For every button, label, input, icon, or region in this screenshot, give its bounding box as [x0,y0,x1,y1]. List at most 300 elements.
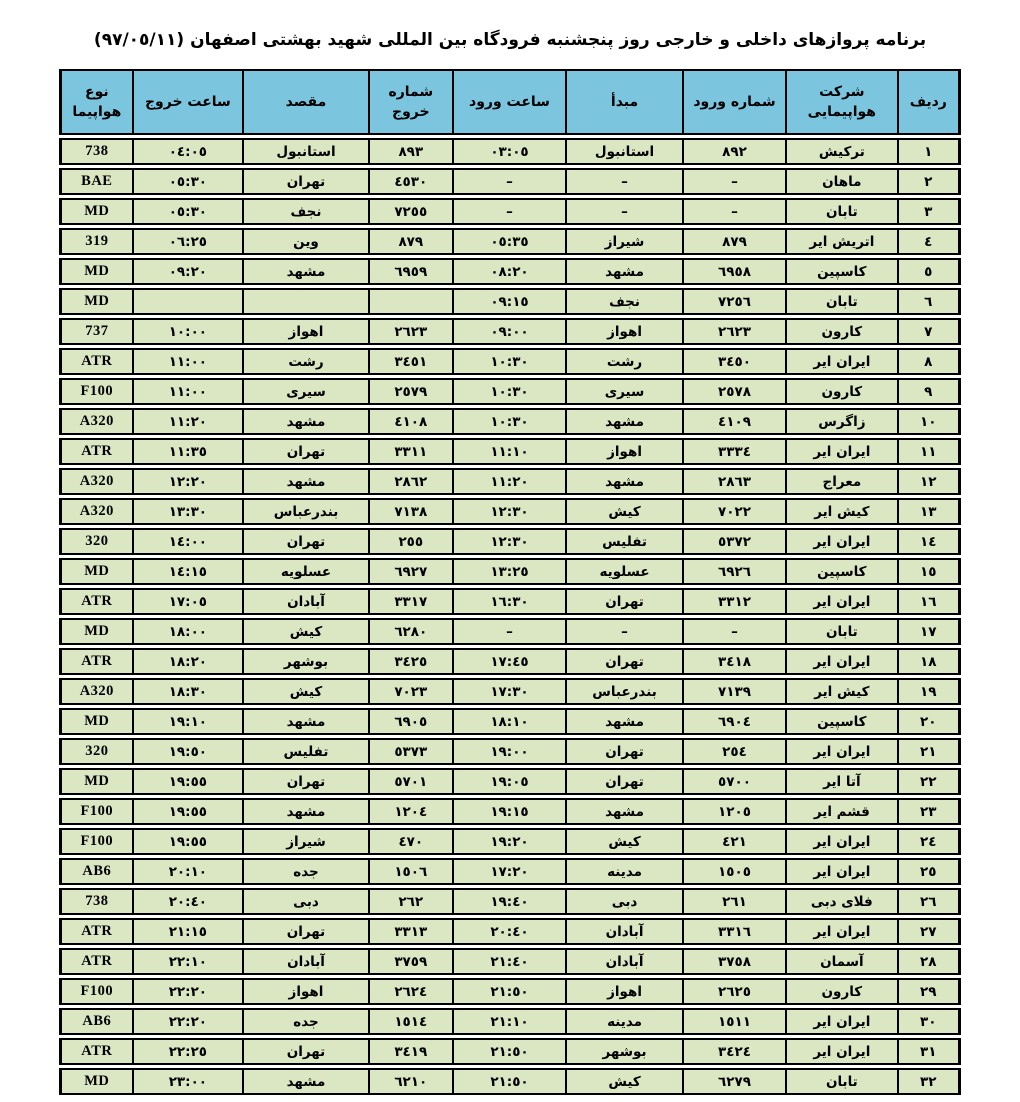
table-row [59,228,961,255]
cell-departure-time: ١٨:٣٠ [132,678,242,705]
table-row [59,828,961,855]
cell-origin: نجف [565,288,682,315]
cell-departure-time: ١١:٠٠ [132,348,242,375]
cell-origin: مشهد [565,258,682,285]
cell-departure-time: ٢١:١٥ [132,918,242,945]
cell-aircraft-type: ATR [59,918,132,945]
cell-origin: اهواز [565,978,682,1005]
cell-row: ٧ [897,318,961,345]
cell-airline: ایران ایر [785,828,896,855]
table-row [59,558,961,585]
cell-origin: مشهد [565,468,682,495]
cell-departure-time: ١٩:٥٠ [132,738,242,765]
table-row [59,408,961,435]
cell-airline: آتا ایر [785,768,896,795]
cell-aircraft-type: 319 [59,228,132,255]
cell-aircraft-type: F100 [59,798,132,825]
cell-aircraft-type: ATR [59,348,132,375]
cell-origin: دبی [565,888,682,915]
cell-arrival-time: – [452,618,566,645]
cell-departure-time: ١٧:٠٥ [132,588,242,615]
table-row [59,588,961,615]
flight-table-body [59,138,961,1095]
cell-arrival-number: – [682,198,785,225]
cell-arrival-time: ١٠:٣٠ [452,378,566,405]
cell-arrival-number: ٦٩٠٤ [682,708,785,735]
cell-departure-number: ٥٣٧٣ [368,738,452,765]
cell-airline: ایران ایر [785,738,896,765]
cell-arrival-number: ١٥١١ [682,1008,785,1035]
table-row [59,138,961,165]
cell-departure-time: ٠٤:٠٥ [132,138,242,165]
cell-aircraft-type: A320 [59,468,132,495]
cell-aircraft-type: 320 [59,528,132,555]
cell-airline: آسمان [785,948,896,975]
cell-row: ٢١ [897,738,961,765]
column-header-origin: مبدأ [565,69,682,135]
cell-destination: جده [242,1008,368,1035]
table-row [59,1068,961,1095]
cell-departure-number: ٤١٠٨ [368,408,452,435]
cell-airline: تابان [785,288,896,315]
cell-destination: وین [242,228,368,255]
cell-row: ٢٨ [897,948,961,975]
cell-row: ١٤ [897,528,961,555]
table-row [59,498,961,525]
cell-origin: کیش [565,1068,682,1095]
cell-airline: ایران ایر [785,528,896,555]
cell-departure-number: ٣٤١٩ [368,1038,452,1065]
cell-origin: مشهد [565,708,682,735]
column-header-departure-time: ساعت خروج [132,69,242,135]
table-row [59,678,961,705]
cell-departure-number: ٣٧٥٩ [368,948,452,975]
cell-arrival-number: ٦٢٧٩ [682,1068,785,1095]
cell-aircraft-type: 737 [59,318,132,345]
table-row [59,978,961,1005]
table-row [59,618,961,645]
cell-origin: کیش [565,828,682,855]
cell-arrival-time: ١٠:٣٠ [452,348,566,375]
table-row [59,648,961,675]
cell-departure-number: ٣٣١٣ [368,918,452,945]
cell-airline: تابان [785,198,896,225]
cell-arrival-time: ١٧:٤٥ [452,648,566,675]
cell-origin: مدینه [565,1008,682,1035]
cell-arrival-time: ١١:٢٠ [452,468,566,495]
cell-arrival-time: ١٧:٣٠ [452,678,566,705]
cell-aircraft-type: ATR [59,648,132,675]
page-title: برنامه پروازهای داخلی و خارجی روز پنجشنبه فرودگاه بین المللی شهید بهشتی اصفهان (٩٧/٠٥/١١) [93,30,927,50]
cell-aircraft-type: F100 [59,828,132,855]
cell-row: ٦ [897,288,961,315]
cell-airline: ماهان [785,168,896,195]
cell-row: ١٥ [897,558,961,585]
cell-arrival-number: ٢٦٢٥ [682,978,785,1005]
cell-arrival-number: ٣٣٣٤ [682,438,785,465]
cell-departure-time: ١١:٠٠ [132,378,242,405]
cell-row: ١١ [897,438,961,465]
cell-departure-time: ٢٢:٢٥ [132,1038,242,1065]
cell-arrival-number: ٥٣٧٢ [682,528,785,555]
cell-destination: تفلیس [242,738,368,765]
cell-arrival-number: ٤٢١ [682,828,785,855]
cell-row: ١ [897,138,961,165]
cell-arrival-number: ٣٣١٢ [682,588,785,615]
cell-row: ٢٢ [897,768,961,795]
cell-arrival-number: ٢٥٤ [682,738,785,765]
cell-aircraft-type: MD [59,288,132,315]
cell-row: ٢٧ [897,918,961,945]
table-row [59,798,961,825]
cell-origin: تهران [565,588,682,615]
cell-row: ٣ [897,198,961,225]
cell-aircraft-type: A320 [59,678,132,705]
cell-departure-time: ٢٠:٤٠ [132,888,242,915]
cell-arrival-number: ٧٠٢٢ [682,498,785,525]
cell-arrival-number: ١٥٠٥ [682,858,785,885]
cell-aircraft-type: MD [59,558,132,585]
cell-airline: ایران ایر [785,1008,896,1035]
cell-airline: اتریش ایر [785,228,896,255]
column-header-destination: مقصد [242,69,368,135]
cell-arrival-time: ١٩:١٥ [452,798,566,825]
cell-departure-time: ١٢:٢٠ [132,468,242,495]
cell-destination: آبادان [242,948,368,975]
table-row [59,318,961,345]
cell-row: ٥ [897,258,961,285]
cell-arrival-number: ٦٩٥٨ [682,258,785,285]
cell-arrival-time: ١٩:٢٠ [452,828,566,855]
cell-airline: کارون [785,318,896,345]
cell-aircraft-type: AB6 [59,1008,132,1035]
cell-row: ٩ [897,378,961,405]
cell-row: ١٠ [897,408,961,435]
cell-airline: ترکیش [785,138,896,165]
table-row [59,768,961,795]
cell-destination: مشهد [242,258,368,285]
cell-aircraft-type: MD [59,198,132,225]
cell-departure-number: ٦٩٢٧ [368,558,452,585]
cell-departure-number: ٤٧٠ [368,828,452,855]
table-row [59,738,961,765]
table-row [59,288,961,315]
table-header-row [59,69,961,135]
cell-destination: نجف [242,198,368,225]
cell-destination: دبی [242,888,368,915]
cell-destination: مشهد [242,408,368,435]
table-row [59,1038,961,1065]
cell-aircraft-type: F100 [59,378,132,405]
cell-arrival-time: ٢١:٥٠ [452,1038,566,1065]
cell-departure-time: ١٨:٢٠ [132,648,242,675]
cell-row: ٣٢ [897,1068,961,1095]
cell-airline: ایران ایر [785,648,896,675]
cell-arrival-number: ٣٤٥٠ [682,348,785,375]
table-row [59,708,961,735]
cell-arrival-time: ١٢:٣٠ [452,498,566,525]
column-header-airline: شرکت هواپیمایی [785,69,896,135]
cell-departure-number: ٧٢٥٥ [368,198,452,225]
cell-departure-time: ١٣:٣٠ [132,498,242,525]
cell-departure-time: ١٠:٠٠ [132,318,242,345]
cell-airline: ایران ایر [785,588,896,615]
cell-origin: اهواز [565,318,682,345]
cell-destination: بندرعباس [242,498,368,525]
cell-destination: استانبول [242,138,368,165]
flight-schedule-table [59,66,961,1098]
cell-arrival-time: ٠٩:٠٠ [452,318,566,345]
cell-arrival-time: ١١:١٠ [452,438,566,465]
cell-departure-number: ٢٦٢٤ [368,978,452,1005]
cell-arrival-time: ٢١:١٠ [452,1008,566,1035]
cell-airline: کاسپین [785,708,896,735]
cell-origin: تهران [565,738,682,765]
cell-arrival-time: ١٠:٣٠ [452,408,566,435]
cell-arrival-number: ٣٤١٨ [682,648,785,675]
cell-airline: ایران ایر [785,348,896,375]
cell-aircraft-type: ATR [59,588,132,615]
cell-airline: فلای دبی [785,888,896,915]
cell-airline: زاگرس [785,408,896,435]
cell-origin: آبادان [565,918,682,945]
cell-aircraft-type: 320 [59,738,132,765]
cell-departure-number: ٦٩٠٥ [368,708,452,735]
cell-arrival-time: ١٨:١٠ [452,708,566,735]
cell-arrival-time: ٠٨:٢٠ [452,258,566,285]
table-row [59,858,961,885]
column-header-row: ردیف [897,69,961,135]
cell-arrival-number: ٣٤٢٤ [682,1038,785,1065]
cell-departure-number: ٦٢٨٠ [368,618,452,645]
cell-arrival-number: ٢٦٢٣ [682,318,785,345]
cell-destination: مشهد [242,798,368,825]
cell-origin: استانبول [565,138,682,165]
column-header-arrival-time: ساعت ورود [452,69,566,135]
cell-destination: تهران [242,1038,368,1065]
cell-row: ٣١ [897,1038,961,1065]
cell-departure-time: ٢٣:٠٠ [132,1068,242,1095]
cell-row: ١٢ [897,468,961,495]
cell-airline: کاسپین [785,258,896,285]
cell-departure-number: ٣٣١١ [368,438,452,465]
cell-arrival-time: ٢٠:٤٠ [452,918,566,945]
cell-airline: کاسپین [785,558,896,585]
cell-airline: ایران ایر [785,918,896,945]
cell-airline: تابان [785,1068,896,1095]
cell-departure-number: ١٢٠٤ [368,798,452,825]
cell-arrival-time: ١٧:٢٠ [452,858,566,885]
cell-row: ٣٠ [897,1008,961,1035]
cell-departure-time: ٢٢:١٠ [132,948,242,975]
cell-row: ٢٦ [897,888,961,915]
cell-row: ٢ [897,168,961,195]
cell-destination: تهران [242,168,368,195]
cell-departure-number: ٢٥٥ [368,528,452,555]
cell-departure-number: ٣٣١٧ [368,588,452,615]
cell-aircraft-type: BAE [59,168,132,195]
cell-arrival-number: – [682,618,785,645]
cell-row: ١٨ [897,648,961,675]
cell-destination: مشهد [242,468,368,495]
cell-arrival-time: ٠٩:١٥ [452,288,566,315]
cell-row: ٢٤ [897,828,961,855]
cell-departure-time [132,288,242,315]
cell-origin: سیری [565,378,682,405]
cell-airline: ایران ایر [785,438,896,465]
cell-departure-number: ١٥٠٦ [368,858,452,885]
table-header [59,69,961,135]
cell-origin: عسلویه [565,558,682,585]
cell-row: ٤ [897,228,961,255]
cell-row: ٢٣ [897,798,961,825]
table-row [59,438,961,465]
cell-departure-number: ٦٩٥٩ [368,258,452,285]
cell-destination: رشت [242,348,368,375]
cell-departure-time: ١٤:١٥ [132,558,242,585]
cell-aircraft-type: A320 [59,408,132,435]
cell-origin: – [565,168,682,195]
table-row [59,168,961,195]
cell-destination: مشهد [242,708,368,735]
cell-row: ١٧ [897,618,961,645]
cell-destination: تهران [242,768,368,795]
cell-aircraft-type: ATR [59,948,132,975]
cell-row: ٨ [897,348,961,375]
cell-departure-number: ٣٤٥١ [368,348,452,375]
cell-destination: اهواز [242,978,368,1005]
cell-aircraft-type: 738 [59,888,132,915]
cell-arrival-number: ٨٩٢ [682,138,785,165]
cell-departure-time: ١٩:٥٥ [132,768,242,795]
table-row [59,258,961,285]
cell-departure-number: ١٥١٤ [368,1008,452,1035]
cell-airline: کیش ایر [785,678,896,705]
cell-row: ١٦ [897,588,961,615]
table-row [59,198,961,225]
cell-aircraft-type: MD [59,618,132,645]
cell-aircraft-type: A320 [59,498,132,525]
cell-departure-number: ٢٦٢٣ [368,318,452,345]
cell-arrival-time: ١٩:٠٥ [452,768,566,795]
cell-origin: بوشهر [565,1038,682,1065]
cell-origin: مشهد [565,798,682,825]
cell-arrival-number: ٧١٣٩ [682,678,785,705]
cell-departure-time: ١١:٢٠ [132,408,242,435]
table-row [59,468,961,495]
cell-destination: بوشهر [242,648,368,675]
cell-arrival-number: ٥٧٠٠ [682,768,785,795]
cell-departure-number: ٨٩٣ [368,138,452,165]
cell-destination: تهران [242,528,368,555]
cell-arrival-number: ٣٣١٦ [682,918,785,945]
cell-origin: مدینه [565,858,682,885]
cell-arrival-number: ٢٥٧٨ [682,378,785,405]
cell-airline: معراج [785,468,896,495]
cell-row: ٢٩ [897,978,961,1005]
cell-departure-number: ٤٥٣٠ [368,168,452,195]
cell-arrival-time: ٢١:٥٠ [452,1068,566,1095]
cell-arrival-time: ٢١:٤٠ [452,948,566,975]
cell-departure-number: ٧١٣٨ [368,498,452,525]
cell-departure-time: ٢٠:١٠ [132,858,242,885]
cell-arrival-time: ١٩:٤٠ [452,888,566,915]
cell-departure-number: ٨٧٩ [368,228,452,255]
table-row [59,528,961,555]
cell-origin: – [565,198,682,225]
cell-departure-time: ٠٩:٢٠ [132,258,242,285]
cell-departure-time: ١٩:٥٥ [132,798,242,825]
cell-departure-number: ٦٢١٠ [368,1068,452,1095]
cell-departure-number: ٢٨٦٢ [368,468,452,495]
cell-airline: کیش ایر [785,498,896,525]
cell-origin: – [565,618,682,645]
cell-arrival-number: ١٢٠٥ [682,798,785,825]
cell-aircraft-type: MD [59,708,132,735]
cell-arrival-number: ٨٧٩ [682,228,785,255]
cell-destination: تهران [242,438,368,465]
table-row [59,378,961,405]
cell-origin: کیش [565,498,682,525]
cell-departure-time: ٢٢:٢٠ [132,978,242,1005]
cell-arrival-number: ٢٦١ [682,888,785,915]
cell-aircraft-type: ATR [59,1038,132,1065]
cell-departure-time: ٠٥:٣٠ [132,168,242,195]
cell-arrival-time: ١٦:٣٠ [452,588,566,615]
cell-destination: شیراز [242,828,368,855]
cell-arrival-time: ٠٥:٣٥ [452,228,566,255]
cell-arrival-number: ٦٩٢٦ [682,558,785,585]
cell-aircraft-type: 738 [59,138,132,165]
cell-arrival-time: ١٢:٣٠ [452,528,566,555]
cell-arrival-time: ٢١:٥٠ [452,978,566,1005]
cell-destination: عسلویه [242,558,368,585]
cell-departure-number: ٢٥٧٩ [368,378,452,405]
cell-destination [242,288,368,315]
cell-aircraft-type: F100 [59,978,132,1005]
cell-airline: کارون [785,378,896,405]
cell-destination: اهواز [242,318,368,345]
cell-airline: کارون [785,978,896,1005]
cell-arrival-number: – [682,168,785,195]
cell-aircraft-type: AB6 [59,858,132,885]
cell-departure-time: ١٤:٠٠ [132,528,242,555]
cell-departure-number: ٢٦٢ [368,888,452,915]
column-header-departure-number: شماره خروج [368,69,452,135]
cell-airline: ایران ایر [785,1038,896,1065]
cell-origin: مشهد [565,408,682,435]
cell-origin: تفلیس [565,528,682,555]
cell-departure-number: ٥٧٠١ [368,768,452,795]
cell-destination: آبادان [242,588,368,615]
cell-aircraft-type: MD [59,258,132,285]
cell-departure-time: ١١:٣٥ [132,438,242,465]
cell-origin: اهواز [565,438,682,465]
table-row [59,1008,961,1035]
cell-aircraft-type: ATR [59,438,132,465]
cell-arrival-time: – [452,198,566,225]
cell-aircraft-type: MD [59,1068,132,1095]
cell-departure-number: ٣٤٢٥ [368,648,452,675]
cell-destination: مشهد [242,1068,368,1095]
cell-departure-number: ٧٠٢٣ [368,678,452,705]
cell-origin: آبادان [565,948,682,975]
cell-airline: تابان [785,618,896,645]
table-row [59,918,961,945]
cell-arrival-time: ١٣:٢٥ [452,558,566,585]
cell-aircraft-type: MD [59,768,132,795]
cell-departure-number [368,288,452,315]
